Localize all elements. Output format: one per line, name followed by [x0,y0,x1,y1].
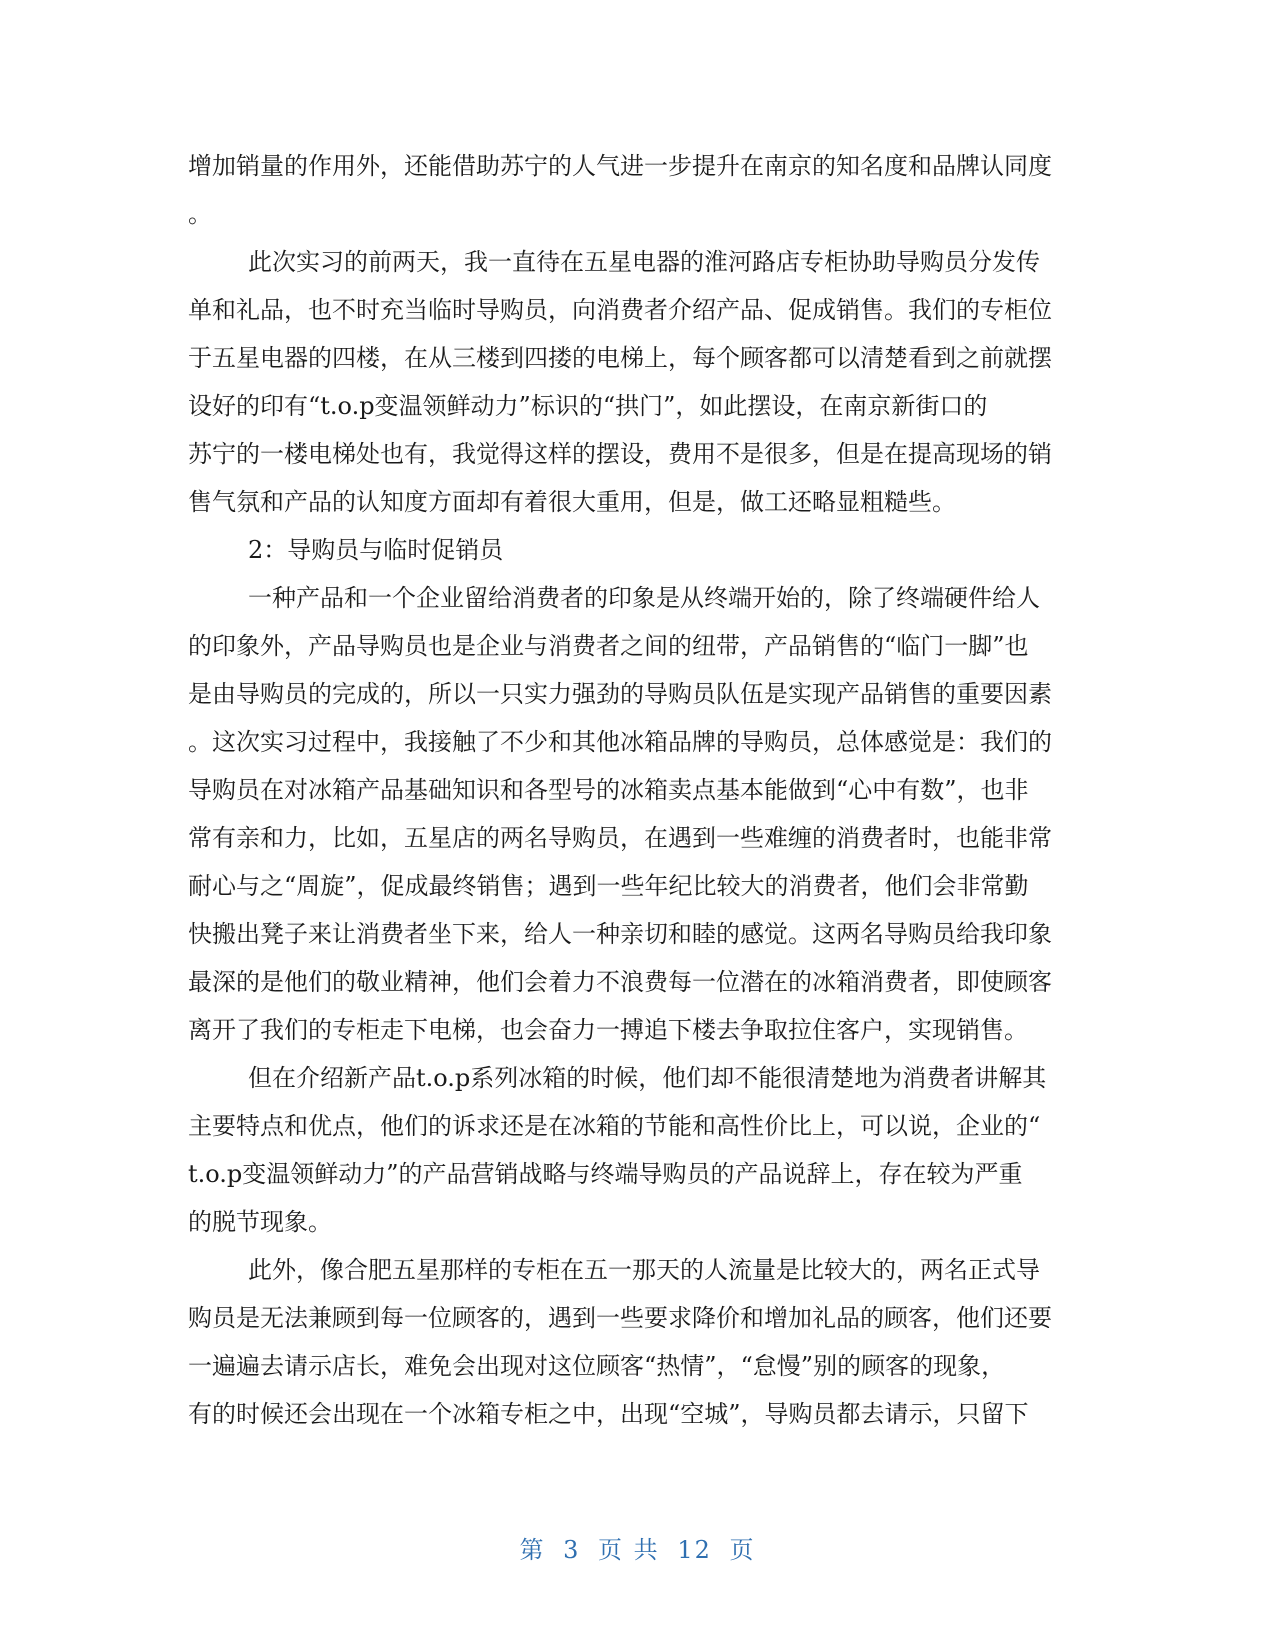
text-line: 。这次实习过程中，我接触了不少和其他冰箱品牌的导购员，总体感觉是：我们的 [188,728,1052,756]
text-line: 的印象外，产品导购员也是企业与消费者之间的纽带，产品销售的“临门一脚”也 [188,632,1029,660]
text-line: 离开了我们的专柜走下电梯，也会奋力一搏追下楼去争取拉住客户，实现销售。 [188,1016,1028,1044]
text-line: 苏宁的一楼电梯处也有，我觉得这样的摆设，费用不是很多，但是在提高现场的销 [188,440,1052,468]
text-line: 但在介绍新产品t.o.p系列冰箱的时候，他们却不能很清楚地为消费者讲解其 [248,1064,1047,1092]
text-line: t.o.p变温领鲜动力”的产品营销战略与终端导购员的产品说辞上，存在较为严重 [188,1160,1023,1188]
text-line: 主要特点和优点，他们的诉求还是在冰箱的节能和高性价比上，可以说，企业的“ [188,1112,1041,1140]
text-line: 的脱节现象。 [188,1208,332,1236]
text-line: 购员是无法兼顾到每一位顾客的，遇到一些要求降价和增加礼品的顾客，他们还要 [188,1304,1052,1332]
text-line: 一种产品和一个企业留给消费者的印象是从终端开始的，除了终端硬件给人 [248,584,1040,612]
footer-prefix: 第 [519,1536,546,1564]
text-line: 设好的印有“t.o.p变温领鲜动力”标识的“拱门”，如此摆设，在南京新街口的 [188,392,988,420]
footer-total-pages: 12 [677,1536,712,1564]
text-line: 。 [188,200,212,228]
paragraph [188,238,1088,526]
paragraph [188,526,1088,574]
text-line: 有的时候还会出现在一个冰箱专柜之中，出现“空城”，导购员都去请示，只留下 [188,1400,1029,1428]
text-line: 最深的是他们的敬业精神，他们会着力不浪费每一位潜在的冰箱消费者，即使顾客 [188,968,1052,996]
text-line: 单和礼品，也不时充当临时导购员，向消费者介绍产品、促成销售。我们的专柜位 [188,296,1052,324]
paragraph [188,1246,1088,1438]
text-line: 于五星电器的四楼，在从三楼到四搂的电梯上，每个顾客都可以清楚看到之前就摆 [188,344,1052,372]
paragraph [188,142,1088,238]
page-footer [0,1530,1275,1565]
body-text [188,142,1088,1438]
footer-suffix: 页 [729,1536,756,1564]
paragraph [188,1054,1088,1246]
paragraph [188,574,1088,1054]
text-line: 常有亲和力，比如，五星店的两名导购员，在遇到一些难缠的消费者时，也能非常 [188,824,1052,852]
text-line: 增加销量的作用外，还能借助苏宁的人气进一步提升在南京的知名度和品牌认同度 [188,152,1052,180]
text-line: 一遍遍去请示店长，难免会出现对这位顾客“热情”，“怠慢”别的顾客的现象， [188,1352,1006,1380]
text-line: 是由导购员的完成的，所以一只实力强劲的导购员队伍是实现产品销售的重要因素 [188,680,1052,708]
text-line: 耐心与之“周旋”，促成最终销售；遇到一些年纪比较大的消费者，他们会非常勤 [188,872,1029,900]
text-line: 导购员在对冰箱产品基础知识和各型号的冰箱卖点基本能做到“心中有数”，也非 [188,776,1029,804]
text-line: 此次实习的前两天，我一直待在五星电器的淮河路店专柜协助导购员分发传 [248,248,1040,276]
text-line: 售气氛和产品的认知度方面却有着很大重用，但是，做工还略显粗糙些。 [188,488,956,516]
text-line: 快搬出凳子来让消费者坐下来，给人一种亲切和睦的感觉。这两名导购员给我印象 [188,920,1052,948]
footer-page-number: 3 [563,1536,581,1564]
text-line: 此外，像合肥五星那样的专柜在五一那天的人流量是比较大的，两名正式导 [248,1256,1040,1284]
footer-mid: 页 共 [598,1536,660,1564]
text-line: 2：导购员与临时促销员 [248,536,504,564]
